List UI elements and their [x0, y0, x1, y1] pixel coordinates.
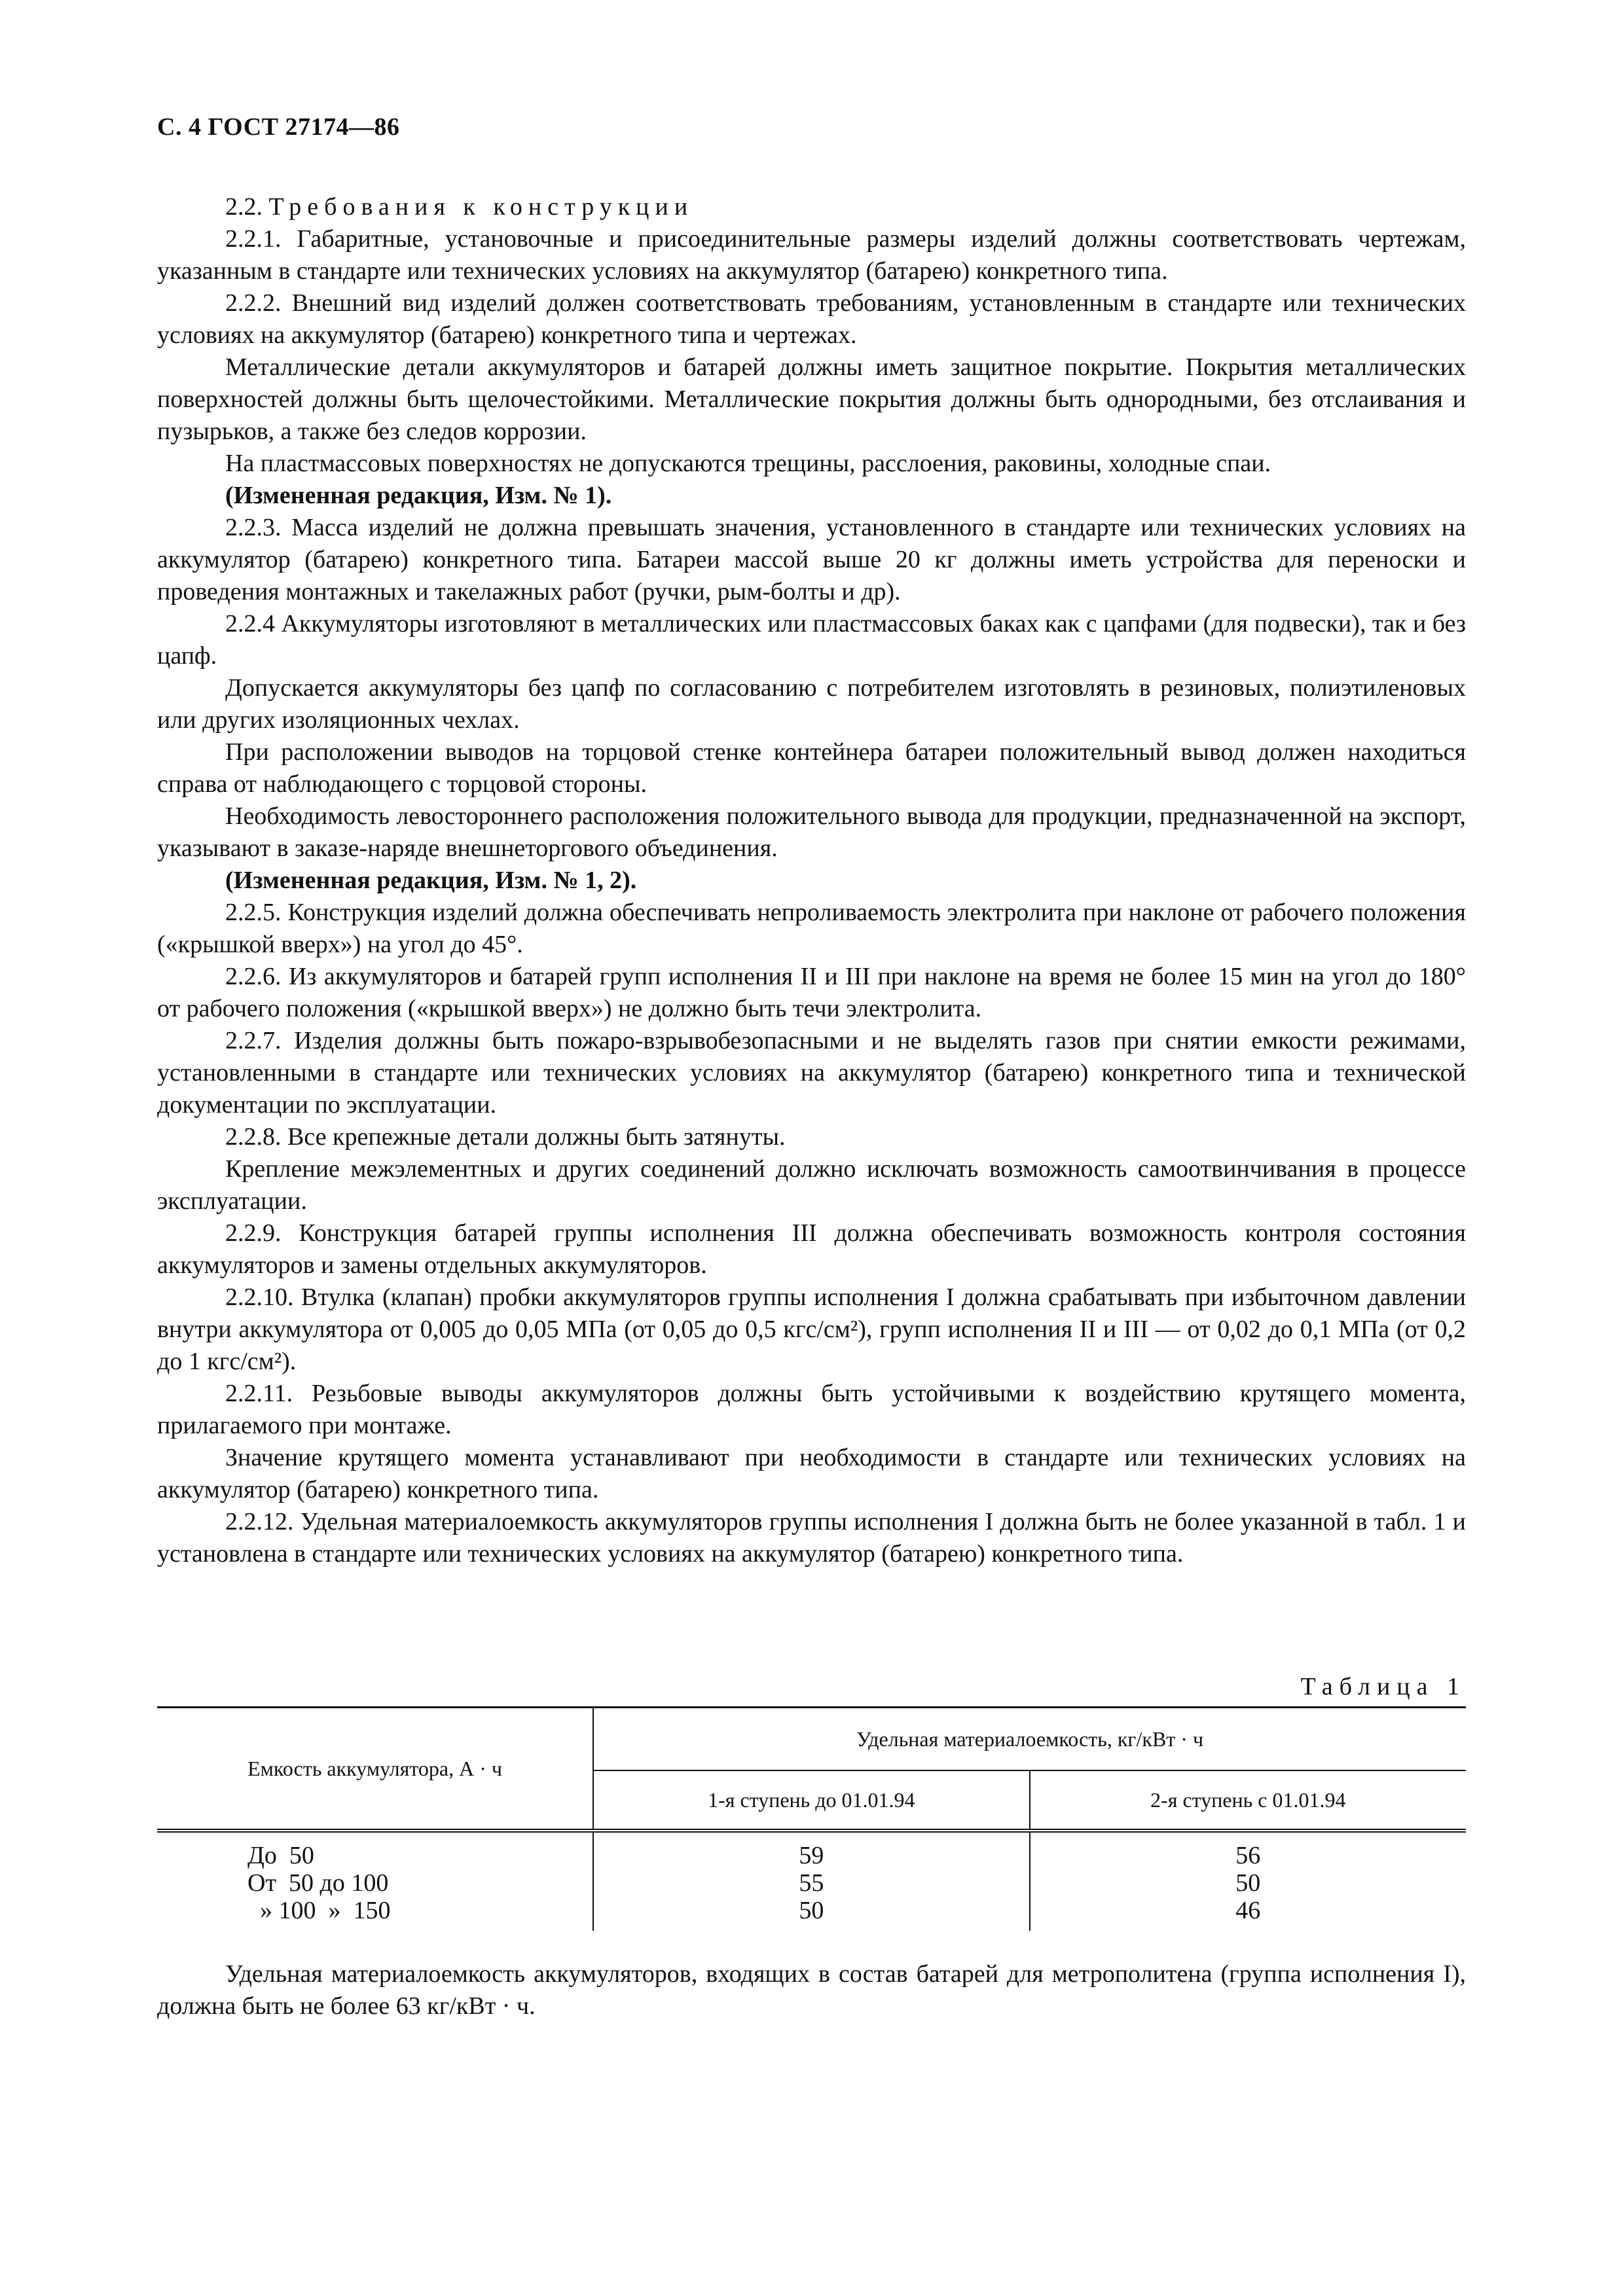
- stage2-value: 56: [1235, 1842, 1261, 1869]
- stage2-cell: [1030, 1831, 1466, 1931]
- paragraph: 2.2.6. Из аккумуляторов и батарей групп исполнения II и III при наклоне на время не более 15 мин на угол до 180° от рабочего положения («крышкой вверх») не должно быть течи электролита.: [157, 963, 1466, 1022]
- paragraph: 2.2.9. Конструкция батарей группы исполнения III должна обеспечивать возможность контроля состояния аккумуляторов и замены отдельных аккумуляторов.: [157, 1219, 1466, 1279]
- paragraph: 2.2.12. Удельная материалоемкость аккумуляторов группы исполнения I должна быть не более указанной в табл. 1 и установлена в стандарте или технических условиях на аккумулятор (батарею) конкретного типа.: [157, 1508, 1466, 1568]
- capacity-cell: [157, 1831, 593, 1931]
- after-table-text: [157, 1958, 1466, 2022]
- paragraph: 2.2.3. Масса изделий не должна превышать значения, установленного в стандарте или технических условиях на аккумулятор (батарею) конкретного типа. Батареи массой выше 20 кг должны иметь устройства для переноски и проведения монтажных и такелажных работ (ручки, рым-болты и др).: [157, 514, 1466, 605]
- capacity-value: » 100 » 150: [247, 1897, 391, 1924]
- capacity-value: До 50: [247, 1842, 314, 1869]
- stage2-value: 46: [1235, 1897, 1261, 1924]
- paragraph: 2.2.4 Аккумуляторы изготовляют в металлических или пластмассовых баках как с цапфами (для подвески), так и без цапф.: [157, 610, 1466, 670]
- paragraph: 2.2.2. Внешний вид изделий должен соответствовать требованиям, установленным в стандарте или технических условиях на аккумулятор (батарею) конкретного типа и чертежах.: [157, 289, 1466, 349]
- paragraph: Металлические детали аккумуляторов и батарей должны иметь защитное покрытие. Покрытия металлических поверхностей должны быть щелочестойкими. Металлические покрытия должны быть однородными, без отслаивания и пузырьков, а также без следов коррозии.: [157, 353, 1466, 445]
- paragraph: 2.2.10. Втулка (клапан) пробки аккумуляторов группы исполнения I должна срабатывать при избыточном давлении внутри аккумулятора от 0,005 до 0,05 МПа (от 0,05 до 0,5 кгс/см²), групп исполнения II и III — от 0,02 до 0,1 МПа (от 0,2 до 1 кгс/см²).: [157, 1283, 1466, 1375]
- amendment-note: (Измененная редакция, Изм. № 1).: [225, 482, 612, 509]
- paragraph: Крепление межэлементных и других соединений должно исключать возможность самоотвинчивания в процессе эксплуатации.: [157, 1155, 1466, 1215]
- stage1-value: 55: [799, 1869, 824, 1897]
- paragraph: 2.2.1. Габаритные, установочные и присоединительные размеры изделий должны соответствовать чертежам, указанным в стандарте или технических условиях на аккумулятор (батарею) конкретного типа.: [157, 225, 1466, 285]
- stage1-value: 50: [799, 1897, 824, 1924]
- paragraph: 2.2.7. Изделия должны быть пожаро-взрывобезопасными и не выделять газов при снятии емкости режимами, установленными в стандарте или технических условиях на аккумулятор (батарею) конкретного типа и технической документации по эксплуатации.: [157, 1027, 1466, 1119]
- material-intensity-table: [157, 1706, 1466, 1931]
- column-header-stage1: 1-я ступень до 01.01.94: [593, 1770, 1029, 1831]
- stage1-value: 59: [799, 1842, 824, 1869]
- paragraph: Удельная материалоемкость аккумуляторов, входящих в состав батарей для метрополитена (группа исполнения I), должна быть не более 63 кг/кВт · ч.: [157, 1960, 1466, 2020]
- section-title: 2.2. Требования к конструкции: [225, 193, 694, 221]
- amendment-note: (Измененная редакция, Изм. № 1, 2).: [225, 867, 637, 894]
- column-header-capacity: Емкость аккумулятора, А · ч: [157, 1708, 593, 1831]
- paragraph: На пластмассовых поверхностях не допускаются трещины, расслоения, раковины, холодные спаи.: [225, 450, 1271, 477]
- paragraph: 2.2.5. Конструкция изделий должна обеспечивать непроливаемость электролита при наклоне от рабочего положения («крышкой вверх») на угол до 45°.: [157, 899, 1466, 958]
- column-header-stage2: 2-я ступень с 01.01.94: [1030, 1770, 1466, 1831]
- paragraph: 2.2.8. Все крепежные детали должны быть затянуты.: [225, 1123, 786, 1151]
- paragraph: Значение крутящего момента устанавливают при необходимости в стандарте или технических условиях на аккумулятор (батарею) конкретного типа.: [157, 1444, 1466, 1503]
- paragraph: Необходимость левостороннего расположения положительного вывода для продукции, предназначенной на экспорт, указывают в заказе-наряде внешнеторгового объединения.: [157, 802, 1466, 862]
- main-text: [157, 191, 1466, 1570]
- capacity-value: От 50 до 100: [247, 1869, 389, 1897]
- paragraph: 2.2.11. Резьбовые выводы аккумуляторов должны быть устойчивыми к воздействию крутящего момента, прилагаемого при монтаже.: [157, 1380, 1466, 1439]
- table-body-row: [157, 1831, 1466, 1931]
- page-header: С. 4 ГОСТ 27174—86: [157, 113, 400, 141]
- paragraph: При расположении выводов на торцовой стенке контейнера батареи положительный вывод должен находиться справа от наблюдающего с торцовой стороны.: [157, 738, 1466, 798]
- table-caption: Таблица 1: [1300, 1673, 1466, 1700]
- column-header-group: Удельная материалоемкость, кг/кВт · ч: [593, 1708, 1466, 1771]
- stage1-cell: [593, 1831, 1029, 1931]
- stage2-value: 50: [1235, 1869, 1261, 1897]
- paragraph: Допускается аккумуляторы без цапф по согласованию с потребителем изготовлять в резиновых, полиэтиленовых или других изоляционных чехлах.: [157, 674, 1466, 734]
